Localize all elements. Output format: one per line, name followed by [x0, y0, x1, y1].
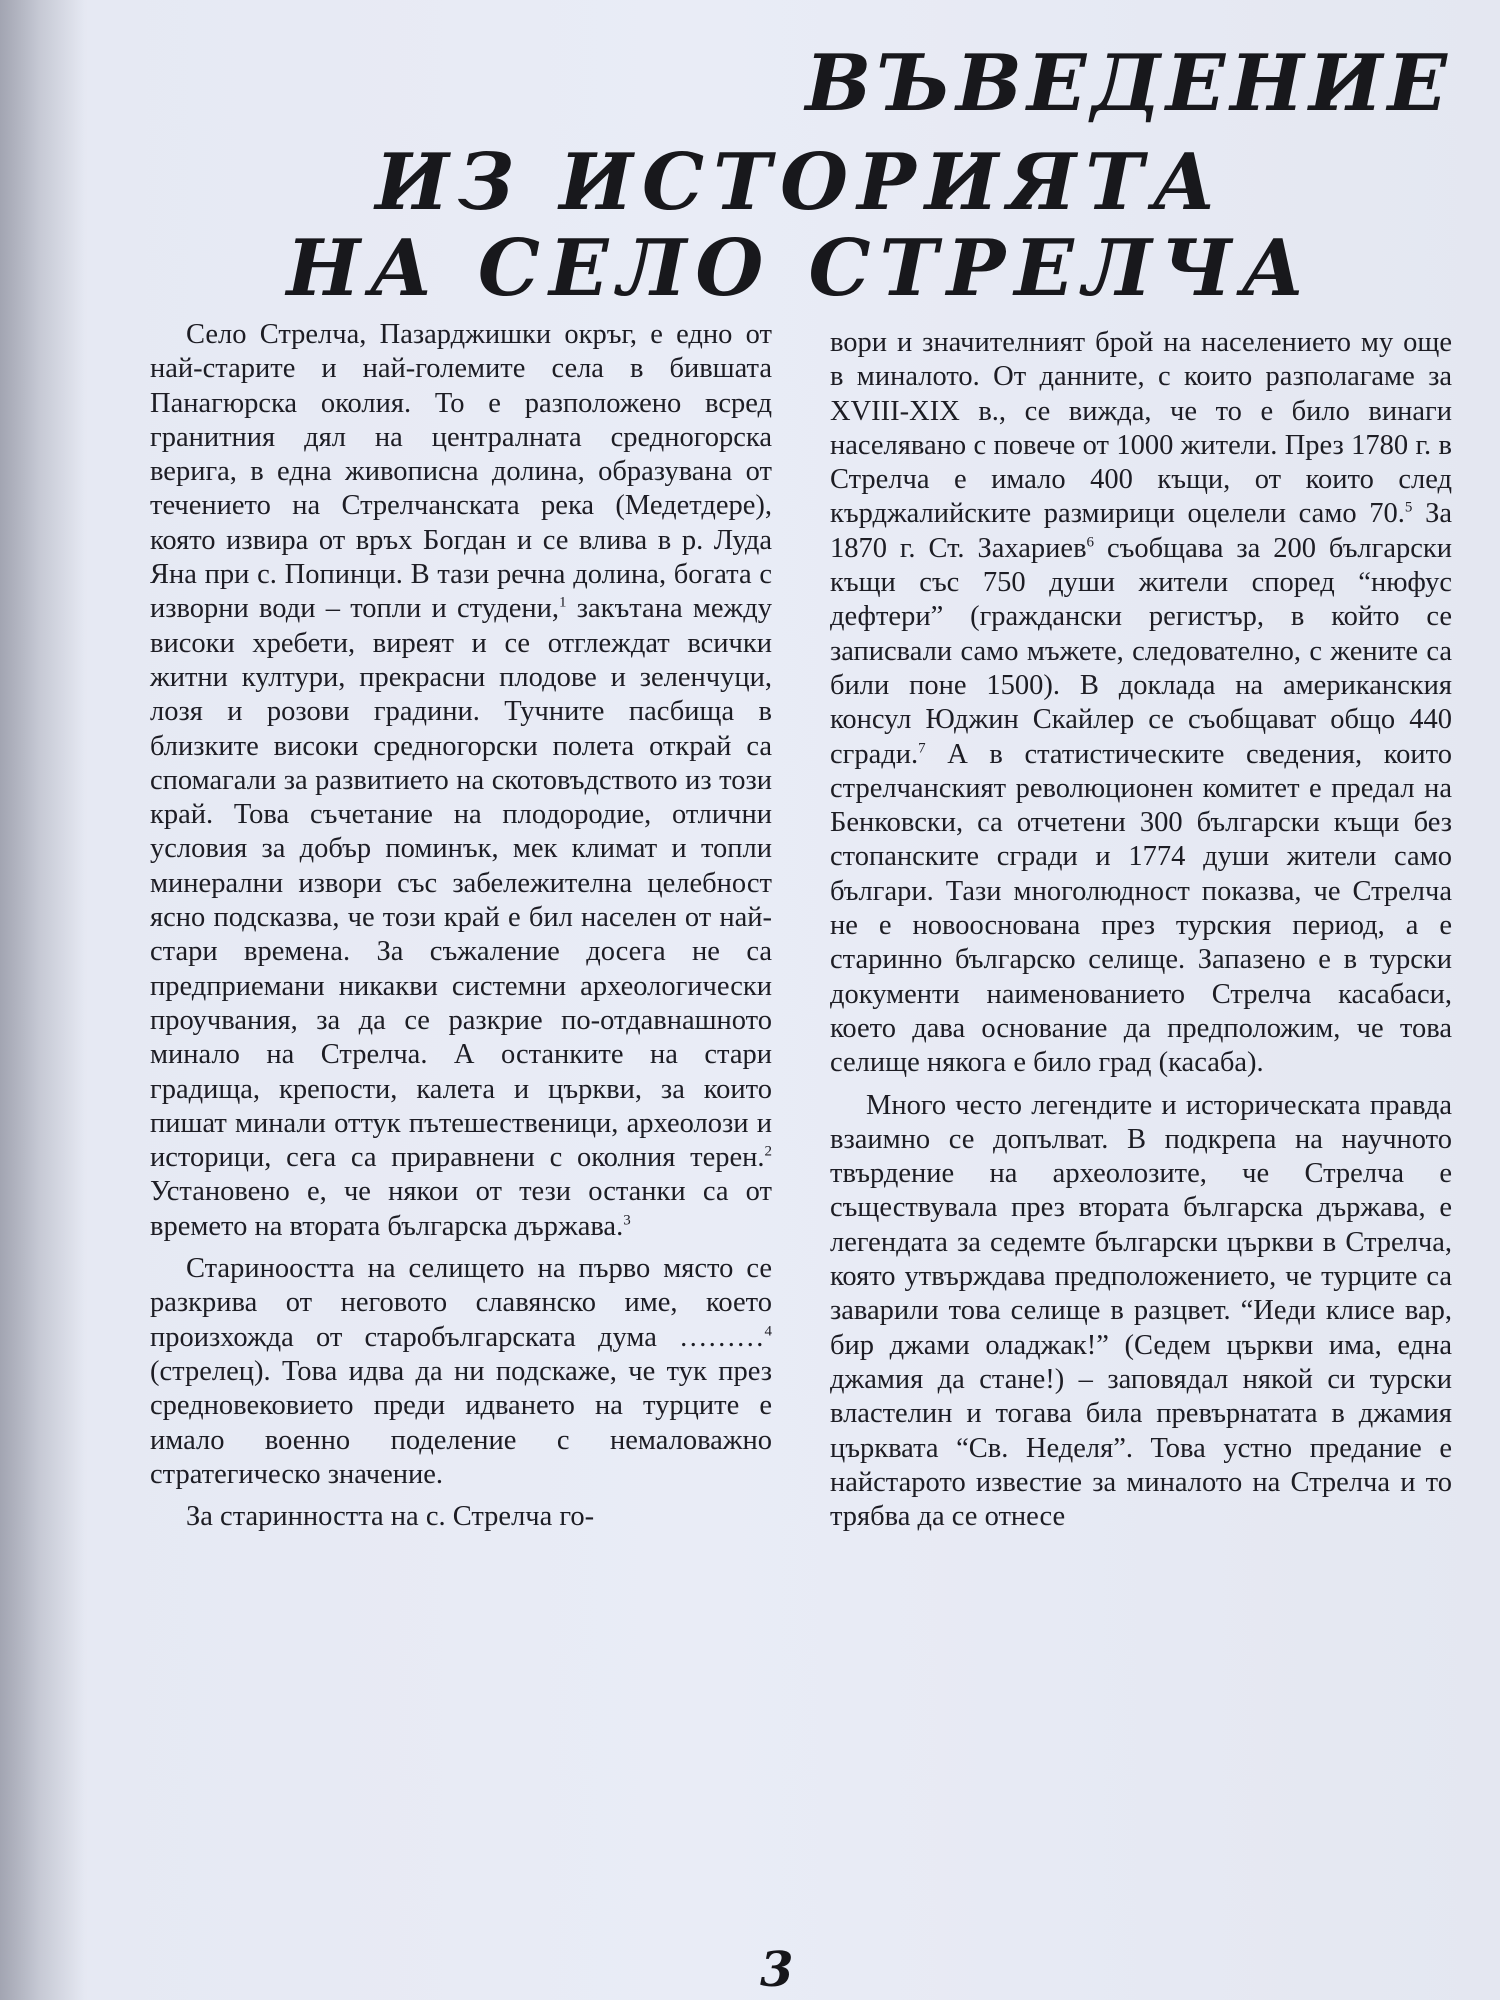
text-run: Село Стрелча, Пазарджишки окръг, е едно от най-старите и най-големите села в бившата Панагюрска околия. То е разположено всред гранитния дял на централната средногорска верига, в една живописна долина, образувана от течението на Стрелчанската река (Медетдере), която извира от връх Богдан и се влива в р. Луда Яна при с. Попинци. В тази речна долина, богата с изворни води – топли и студени,: [150, 319, 772, 625]
page-title: [180, 137, 1420, 314]
text-run: А в статистическите сведения, които стрелчанският революционен комитет е предал на Бенковски, са отчетени 300 български къщи без стопанските сгради и 1774 души жители само българи. Тази многолюдност показва, че Стрелча не е новооснована през турския период, а е старинно българско селище. Запазено е в турски документи наименованието Стрелча касабаси, което дава основание да предположим, че това селище някога е било град (касаба).: [830, 738, 1452, 1079]
title-line-1: ИЗ ИСТОРИЯТА: [375, 137, 1225, 228]
text-run: (стрелец). Това идва да ни подскаже, че тук през средновековието преди идването на турците е имало военно поделение с немаловажно стратегическо значение.: [150, 1355, 772, 1490]
paragraph: Много често легендите и историческата правда взаимно се допълват. В подкрепа на научното твърдение на археолозите, че Стрелча е съществувала през втората българска държава, е легендата за седемте български църкви в Стрелча, която утвърждава предположението, че турците са заварили това селище в разцвет. “Иеди клисе вар, бир джами оладжак!” (Седем църкви има, една джамия да стане!) – заповядал някой си турски властелин и тогава била превърнатата в джамия църквата “Св. Неделя”. Това устно предание е найстарото известие за миналото на Стрелча и то трябва да се отнесе: [830, 1089, 1452, 1533]
footnote-ref: 4: [764, 1323, 772, 1340]
footnote-ref: 1: [559, 594, 567, 611]
text-run: вори и значителният брой на населението му още в миналото. От данните, с които разполагаме за XVIII-XIX в., се вижда, че то е било винаги населявано с повече от 1000 жители. През 1780 г. в Стрелча е имало 400 къщи, от които след кърджалийските размирици оцелели само 70.: [830, 327, 1452, 530]
text-run: закътана между високи хребети, вирeят и се отглеждат всички житни култури, прекрасни плодове и зеленчуци, лозя и розови градини. Тучните пасбища в близките високи средногорски полета открай са спомагали за развитието на скотовъдството из този край. Това съчетание на плодородие, отлични условия за добър поминък, мек климат и топли минерални извори със забележителна целебност ясно подсказва, че този край е бил населен от най-стари времена. За съжаление досега не са предприемани никакви системни археологически проучвания, за да се разкрие по-отдавнашното минало на Стрелча. А останките на стари градища, крепости, калета и църкви, за които пишат минали оттук пътешественици, археолози и историци, сега са приравнени с околния терен.: [150, 593, 772, 1174]
left-column: [150, 318, 772, 1534]
footnote-ref: 2: [764, 1143, 772, 1160]
title-line-2: НА СЕЛО СТРЕЛЧА: [286, 223, 1314, 314]
footnote-ref: 6: [1086, 534, 1095, 551]
paragraph: За старинността на с. Стрелча го-: [186, 1501, 595, 1533]
page-number: 3: [760, 1942, 794, 1998]
text-run: Стариноостта на селището на първо място се разкрива от неговото славянско име, което произхожда от старобългарската дума ………: [150, 1253, 772, 1353]
footnote-ref: 5: [1404, 499, 1413, 516]
text-run: За 1870 г. Ст. Захариев: [830, 498, 1452, 564]
right-column: [830, 326, 1452, 1534]
footnote-ref: 7: [918, 740, 926, 757]
text-run: Установено е, че някои от тези останки са от времето на втората българска държава.: [150, 1176, 772, 1242]
paragraph: [150, 318, 772, 1244]
binding-shadow: [0, 0, 85, 2000]
paragraph: [150, 1252, 772, 1492]
paragraph: [830, 326, 1452, 1081]
text-run: съобщава за 200 български къщи със 750 души жители според “нюфус дефтери” (граждански регистър, в който се записвали само мъжете, следователно, с жените са били поне 1500). В доклада на американския консул Юджин Скайлер се съобщават общо 440 сгради.: [830, 532, 1452, 770]
footnote-ref: 3: [623, 1212, 631, 1229]
section-label: ВЪВЕДЕНИЕ: [805, 38, 1452, 129]
